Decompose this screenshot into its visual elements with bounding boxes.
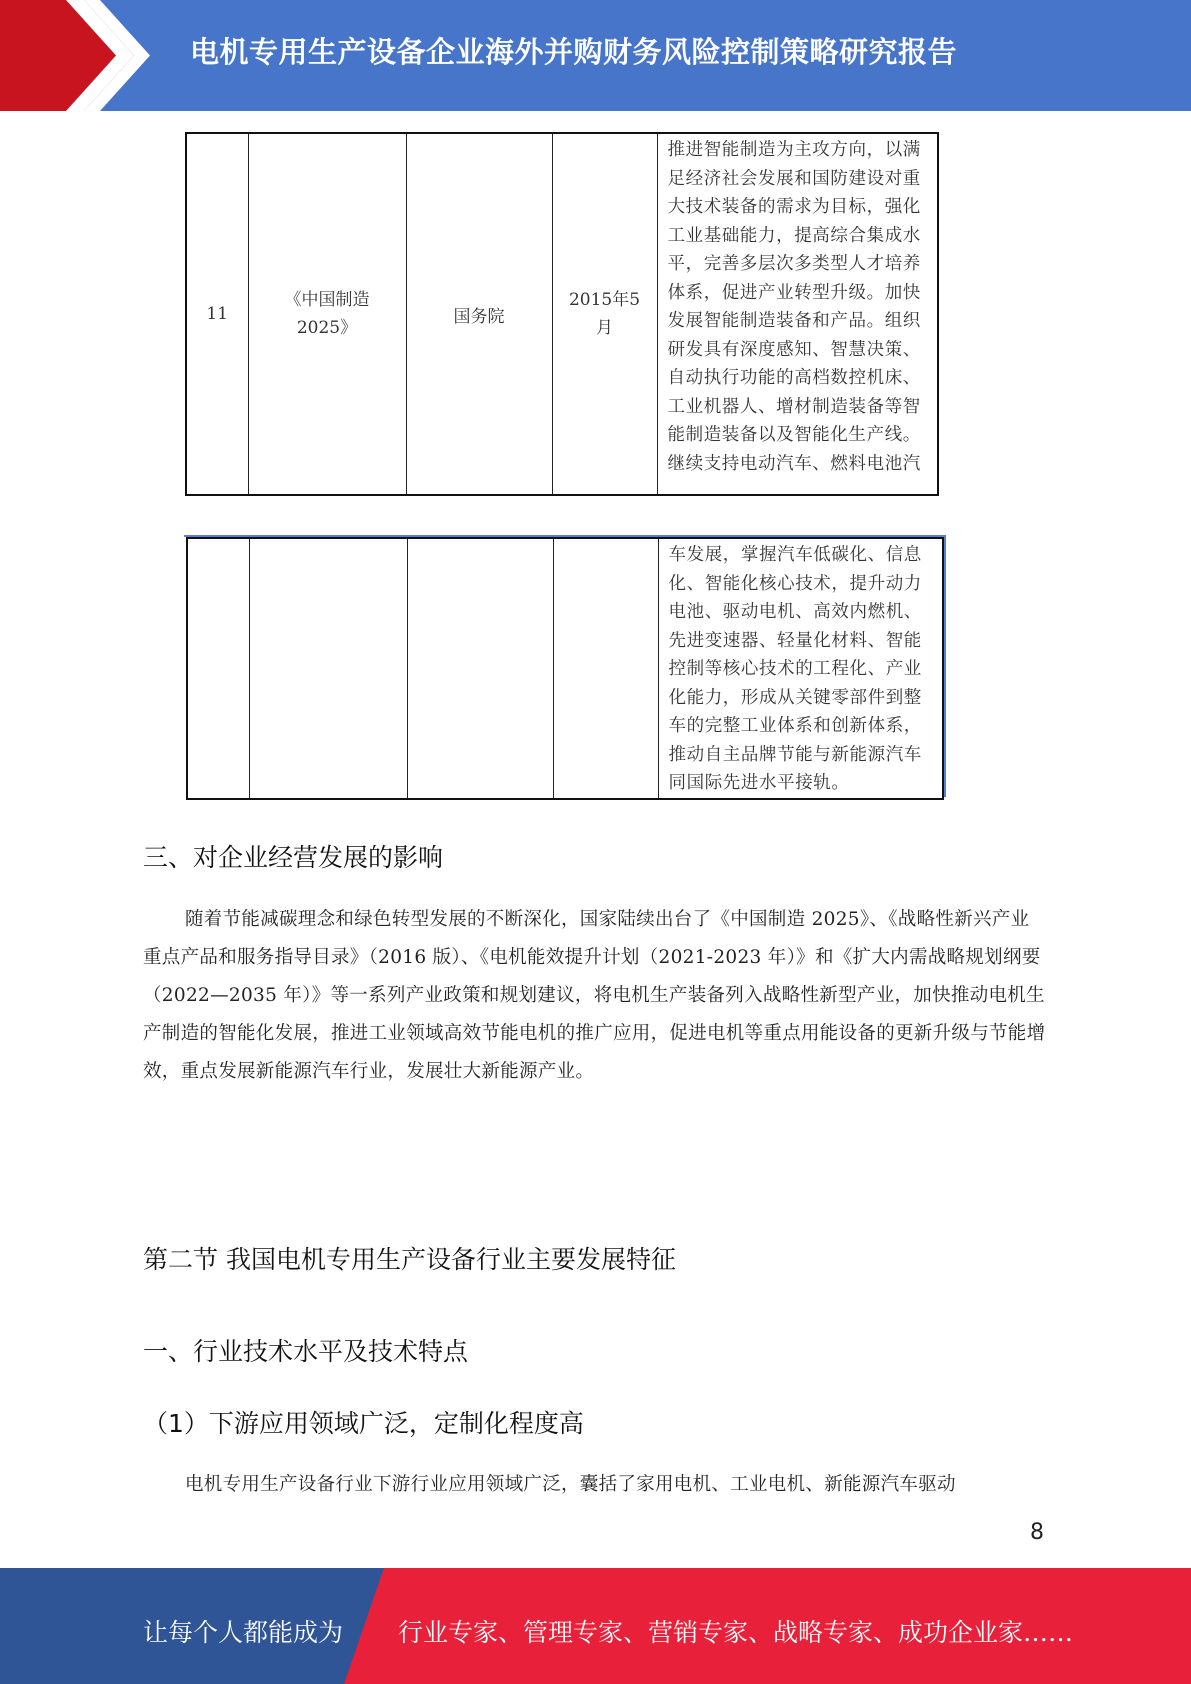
page-number: 8 bbox=[1030, 1520, 1044, 1545]
page-header bbox=[0, 0, 1191, 111]
policy-description-continued: 车发展，掌握汽车低碳化、信息化、智能化核心技术，提升动力电池、驱动电机、高效内燃机、先进变速器、轻量化材料、智能控制等核心技术的工程化、产业化能力，形成从关键零部件到整车的完整工业体系和创新体系，推动自主品牌节能与新能源汽车同国际先进水平接轨。 bbox=[658, 538, 943, 799]
empty-cell bbox=[249, 538, 407, 799]
empty-cell bbox=[407, 538, 553, 799]
table-row bbox=[186, 133, 938, 495]
policy-name: 《中国制造2025》 bbox=[248, 133, 406, 495]
issuing-authority: 国务院 bbox=[406, 133, 552, 495]
section-heading: 三、对企业经营发展的影响 bbox=[143, 843, 444, 872]
chevron-arrow-icon bbox=[0, 0, 160, 111]
empty-cell bbox=[553, 538, 658, 799]
row-number: 11 bbox=[186, 133, 248, 495]
table-row bbox=[187, 538, 943, 799]
body-paragraph: 电机专用生产设备行业下游行业应用领域广泛，囊括了家用电机、工业电机、新能源汽车驱动 bbox=[185, 1474, 956, 1495]
sub-subsection-heading: （1）下游应用领域广泛，定制化程度高 bbox=[143, 1409, 584, 1438]
chapter-section-heading: 第二节 我国电机专用生产设备行业主要发展特征 bbox=[143, 1245, 676, 1274]
footer-slogan-right: 行业专家、管理专家、营销专家、战略专家、成功企业家…… bbox=[398, 1618, 1074, 1647]
empty-cell bbox=[187, 538, 249, 799]
page-footer bbox=[0, 1568, 1191, 1684]
section-paragraph: 随着节能减碳理念和绿色转型发展的不断深化，国家陆续出台了《中国制造 2025》、《战略性新兴产业重点产品和服务指导目录》（2016 版）、《电机能效提升计划（2021-2023 年）》和《扩大内需战略规划纲要（2022—2035 年）》等一系列产业政策和规划建议，将电机生产装备列入战略性新型产业，加快推动电机生产制造的智能化发展，推进工业领域高效节能电机的推广应用，促进电机等重点用能设备的更新升级与节能增效，重点发展新能源汽车行业，发展壮大新能源产业。 bbox=[143, 909, 1046, 1082]
report-title: 电机专用生产设备企业海外并购财务风险控制策略研究报告 bbox=[190, 35, 958, 69]
footer-slogan-left: 让每个人都能成为 bbox=[143, 1618, 344, 1647]
issue-date: 2015年5月 bbox=[552, 133, 657, 495]
policy-table-part-2 bbox=[186, 537, 944, 800]
subsection-heading: 一、行业技术水平及技术特点 bbox=[143, 1337, 469, 1366]
policy-table-part-1 bbox=[185, 132, 939, 496]
policy-description: 推进智能制造为主攻方向，以满足经济社会发展和国防建设对重大技术装备的需求为目标，强化工业基础能力，提高综合集成水平，完善多层次多类型人才培养体系，促进产业转型升级。加快发展智能制造装备和产品。组织研发具有深度感知、智慧决策、自动执行功能的高档数控机床、工业机器人、增材制造装备等智能制造装备以及智能化生产线。继续支持电动汽车、燃料电池汽 bbox=[657, 133, 938, 495]
